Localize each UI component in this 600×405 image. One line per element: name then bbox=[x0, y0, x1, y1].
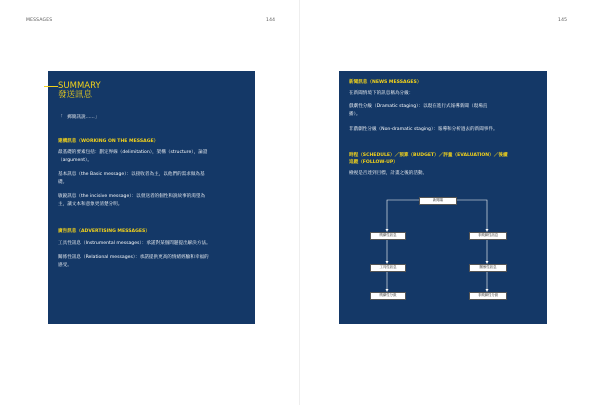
body-line: 在新聞情境下的訊息稱為分級： bbox=[349, 91, 414, 96]
section-heading-advertising: 廣告訊息（ADVERTISING MESSAGES） bbox=[58, 229, 150, 234]
body-line: 工具性訊息（Instrumental messages）：承諾對某個問題提出解決方法。 bbox=[58, 241, 211, 246]
body-line: 基本訊息（the Basic message）：以接收者為主，以他們的需求做為基 bbox=[58, 172, 205, 177]
body-line: （argument）。 bbox=[58, 158, 92, 163]
flowchart-node-top: 新聞場 bbox=[419, 197, 457, 205]
body-line: 最基礎的要素包括：劃定界線（delimitation），架構（structure），論證 bbox=[58, 150, 208, 155]
left-page-number: 144 bbox=[266, 18, 276, 23]
summary-panel bbox=[48, 71, 255, 324]
body-line: 關係性訊息（Relational messages）：承諾提供更高的情緒經驗和幸福的 bbox=[58, 255, 209, 260]
body-line: 礎。 bbox=[58, 180, 68, 185]
summary-title-en: SUMMARY bbox=[58, 81, 101, 91]
summary-accent-rule bbox=[44, 86, 58, 87]
right-page-number: 145 bbox=[558, 18, 568, 23]
body-line: 感受。 bbox=[58, 263, 72, 268]
summary-quote: 「 郵簡訊說……」 bbox=[58, 115, 100, 120]
body-line: 檢視是否達到目標，計畫之後的活動。 bbox=[349, 171, 428, 176]
section-heading-working: 建構訊息（WORKING ON THE MESSAGE） bbox=[58, 139, 159, 144]
section-heading-schedule-cont: 追蹤（FOLLOW-UP） bbox=[349, 160, 398, 165]
section-heading-schedule: 時程（SCHEDULE）／預算（BUDGET）／評量（EVALUATION）／後續 bbox=[349, 153, 508, 158]
body-line: 非戲劇性分級（Non-dramatic staging）：報導和分析過去的新聞事件。 bbox=[349, 127, 498, 132]
body-line: 播）。 bbox=[349, 112, 361, 117]
flowchart-node-dramatic: 戲劇性訊息 bbox=[370, 232, 406, 240]
flowchart-node-dramatic-staging: 戲劇性分級 bbox=[370, 292, 406, 300]
body-line: 敏銳訊息（the incisive message）：以發送者的個性和說故事的渴望為 bbox=[58, 194, 206, 199]
body-line: 主，讓文本和意象更清楚分明。 bbox=[58, 202, 123, 207]
flowchart-node-nondramatic-staging: 非戲劇性分級 bbox=[469, 292, 507, 300]
flowchart-node-instrumental: 工具性訊息 bbox=[370, 264, 406, 272]
running-head-title: MESSAGES bbox=[26, 18, 53, 23]
flowchart-node-relational: 關係性訊息 bbox=[469, 264, 507, 272]
summary-title-zh: 發送訊息 bbox=[58, 90, 93, 100]
gutter bbox=[299, 0, 300, 405]
flowchart-node-nondramatic: 非戲劇性訊息 bbox=[469, 232, 507, 240]
news-panel bbox=[339, 71, 547, 324]
body-line: 戲劇性分級（Dramatic staging）：以現在進行式報導新聞（現場直 bbox=[349, 104, 488, 109]
section-heading-news: 新聞訊息（NEWS MESSAGES） bbox=[349, 80, 422, 85]
